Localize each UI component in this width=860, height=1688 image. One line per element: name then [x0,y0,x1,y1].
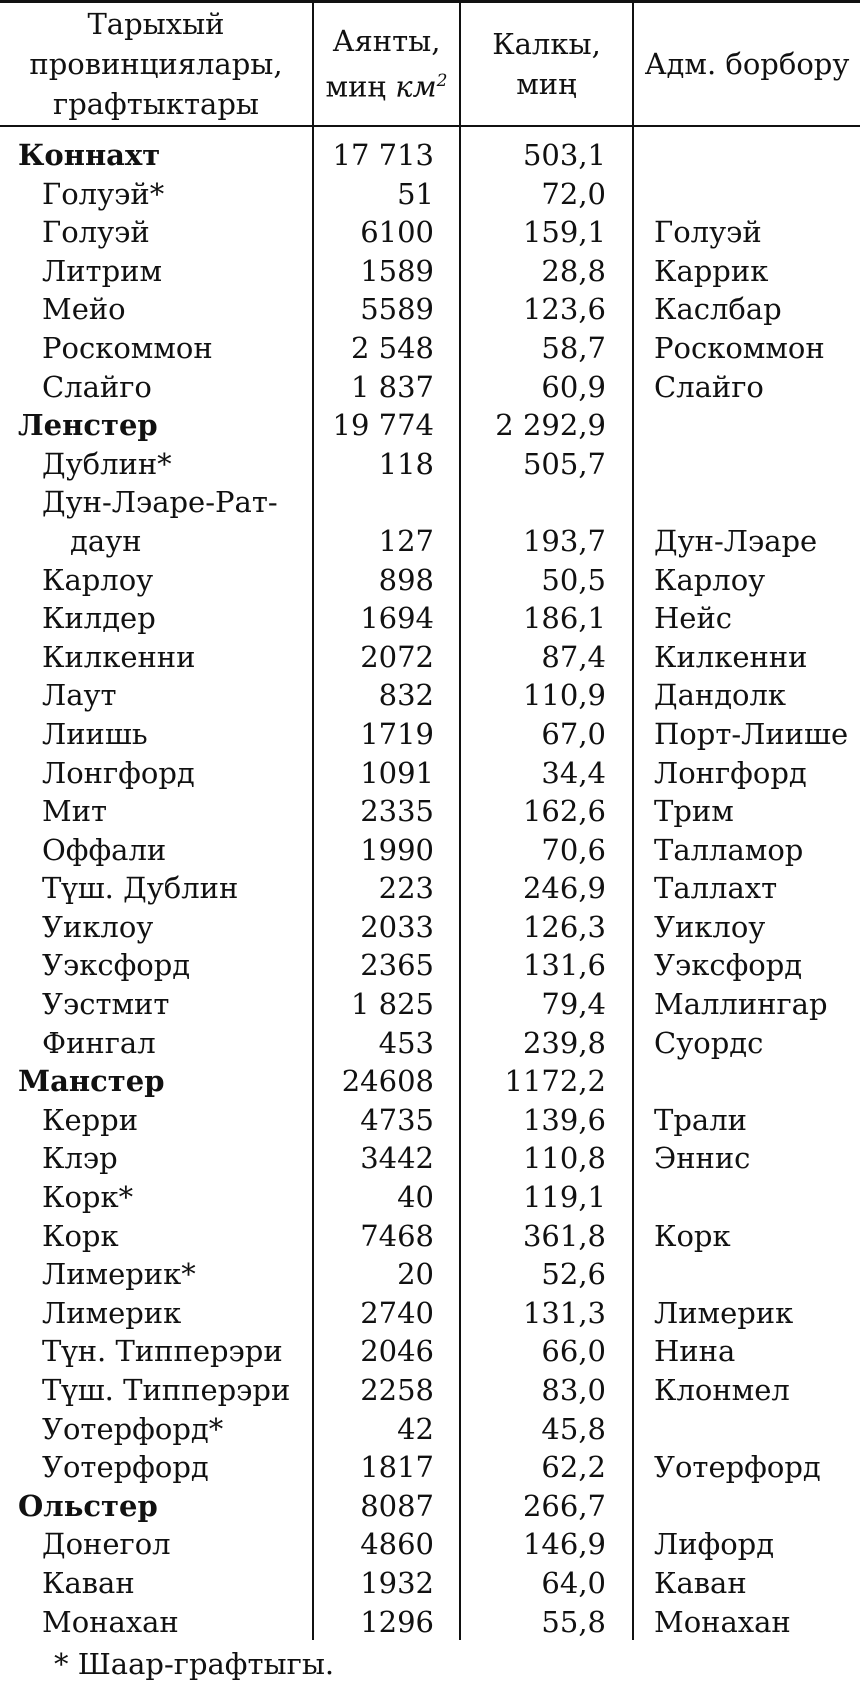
table-row [0,869,860,908]
region-name-cell: Уэстмит [42,987,170,1022]
region-name-cell: Слайго [42,369,152,404]
area-cell: 127 [378,523,434,558]
header-population [461,3,632,125]
area-cell: 118 [378,446,434,481]
area-cell: 4735 [360,1102,434,1137]
population-cell: 123,6 [522,292,606,327]
region-name-cell: Карлоу [42,562,154,597]
area-cell: 2046 [360,1334,434,1369]
province-row [0,1487,860,1526]
population-cell: 503,1 [522,138,606,172]
area-cell: 1296 [360,1604,434,1639]
region-name-cell: Мит [42,794,108,829]
table-row [0,1139,860,1178]
region-name-cell: Уэксфорд [42,948,191,983]
region-name-cell: Уотерфорд* [42,1411,224,1446]
admin-center-cell: Лонгфорд [654,755,807,790]
region-name-cell: Оффали [42,832,167,867]
population-cell: 131,3 [522,1295,606,1330]
table-row [0,1603,860,1642]
province-row [0,136,860,175]
region-name-cell: Донегол [42,1527,171,1562]
region-name-cell: Ольстер [18,1488,158,1523]
table-row [0,599,860,638]
region-name-cell: Литрим [42,253,163,288]
header-area-prefix: миң [325,69,396,104]
population-cell: 146,9 [522,1527,606,1562]
area-cell: 2 548 [350,330,434,365]
admin-center-cell: Порт-Лиише [654,716,849,751]
area-cell: 19 774 [332,408,434,443]
population-cell: 239,8 [522,1025,606,1060]
area-cell: 51 [397,176,434,211]
header-area-line: Аянты, [332,24,441,59]
region-name-cell: Уотерфорд [42,1450,209,1485]
area-cell: 1817 [360,1450,434,1485]
province-row [0,1062,860,1101]
area-cell: 832 [378,678,434,713]
admin-center-cell: Уиклоу [654,909,766,944]
header-region-line: графтыктары [53,87,259,121]
area-cell: 2072 [360,639,434,674]
region-name-cell: даун [70,523,142,558]
population-cell: 64,0 [541,1565,606,1600]
table-row [0,1332,860,1371]
header-bottom-rule [0,125,860,127]
region-name-cell: Коннахт [18,138,161,172]
table-row [0,483,860,522]
population-cell: 2 292,9 [495,408,606,443]
header-population-line: Калкы, [492,27,601,61]
area-cell: 7468 [360,1218,434,1253]
admin-center-cell: Уэксфорд [654,948,803,983]
region-name-cell: Корк [42,1218,119,1253]
table-row [0,1101,860,1140]
area-cell: 1091 [360,755,434,790]
region-name-cell: Лимерик* [42,1257,196,1292]
area-cell: 24608 [341,1064,434,1099]
region-name-cell: Лимерик [42,1295,182,1330]
province-row [0,406,860,445]
admin-center-cell: Корк [654,1218,731,1253]
area-cell: 2033 [360,909,434,944]
table-row [0,445,860,484]
population-cell: 34,4 [541,755,606,790]
region-name-cell: Мейо [42,292,126,327]
admin-center-cell: Монахан [654,1604,791,1639]
area-cell: 17 713 [332,138,434,172]
population-cell: 50,5 [541,562,606,597]
region-name-cell: Килдер [42,601,156,636]
table-row [0,1217,860,1256]
table-row [0,561,860,600]
area-cell: 2258 [360,1373,434,1407]
table-row [0,1255,860,1294]
area-cell: 898 [378,562,434,597]
table-row [0,754,860,793]
header-region-name [0,3,312,125]
table-row [0,1564,860,1603]
table-row [0,522,860,561]
population-cell: 28,8 [541,253,606,288]
population-cell: 110,8 [522,1141,606,1176]
population-cell: 361,8 [522,1218,606,1253]
table-body [0,136,860,1641]
header-region-line: провинциялары, [29,47,283,81]
area-cell: 1932 [360,1565,434,1600]
header-area-unit-exponent: 2 [436,71,448,92]
admin-center-cell: Таллахт [654,871,778,906]
population-cell: 505,7 [522,446,606,481]
population-cell: 110,9 [522,678,606,713]
admin-center-cell: Нина [654,1334,736,1369]
admin-center-cell: Килкенни [654,639,808,674]
table-row [0,329,860,368]
population-cell: 162,6 [522,794,606,829]
population-cell: 126,3 [522,909,606,944]
admin-center-cell: Дандолк [654,678,787,713]
header-admin-center-label: Адм. борбору [644,47,850,81]
area-cell: 3442 [360,1141,434,1176]
region-name-cell: Түш. Типперэри [42,1373,291,1407]
population-cell: 52,6 [541,1257,606,1292]
table-row [0,1448,860,1487]
population-cell: 131,6 [522,948,606,983]
admin-center-cell: Каван [654,1565,747,1600]
population-cell: 66,0 [541,1334,606,1369]
admin-center-cell: Роскоммон [654,330,825,365]
admin-center-cell: Уотерфорд [654,1450,821,1485]
table-row [0,1294,860,1333]
admin-center-cell: Трим [654,794,734,829]
region-name-cell: Лонгфорд [42,755,195,790]
header-area-unit: км [395,69,437,104]
population-cell: 193,7 [522,523,606,558]
table-row [0,1024,860,1063]
table-row [0,638,860,677]
area-cell: 2740 [360,1295,434,1330]
admin-center-cell: Нейс [654,601,733,636]
table-row [0,676,860,715]
admin-center-cell: Маллингар [654,987,828,1022]
region-name-cell: Килкенни [42,639,196,674]
table-row [0,831,860,870]
header-area-unit-line [326,61,448,107]
admin-center-cell: Суордс [654,1025,764,1060]
area-cell: 8087 [360,1488,434,1523]
area-cell: 2365 [360,948,434,983]
region-name-cell: Корк* [42,1180,134,1215]
region-name-cell: Голуэй [42,215,150,250]
admin-center-cell: Трали [654,1102,747,1137]
header-area [314,3,459,125]
population-cell: 266,7 [522,1488,606,1523]
area-cell: 6100 [360,215,434,250]
population-cell: 186,1 [522,601,606,636]
table-row [0,946,860,985]
table-row [0,985,860,1024]
area-cell: 2335 [360,794,434,829]
population-cell: 79,4 [541,987,606,1022]
area-cell: 5589 [360,292,434,327]
region-name-cell: Түн. Типперэри [42,1334,283,1369]
area-cell: 223 [378,871,434,906]
table-row [0,715,860,754]
region-name-cell: Керри [42,1102,139,1137]
region-name-cell: Уиклоу [42,909,154,944]
region-name-cell: Монахан [42,1604,179,1639]
population-cell: 83,0 [541,1373,606,1407]
population-cell: 70,6 [541,832,606,867]
region-name-cell: Лаут [42,678,117,713]
admin-center-cell: Каслбар [654,292,782,327]
population-cell: 58,7 [541,330,606,365]
admin-center-cell: Карлоу [654,562,766,597]
area-cell: 1 837 [350,369,434,404]
table-row [0,1410,860,1449]
population-cell: 67,0 [541,716,606,751]
table-row [0,252,860,291]
footnote: * Шаар-графтыгы. [54,1647,335,1681]
table-row [0,213,860,252]
area-cell: 1990 [360,832,434,867]
header-population-line: миң [516,67,577,101]
table-row [0,792,860,831]
region-name-cell: Түш. Дублин [42,871,239,906]
header-region-line: Тарыхый [87,7,225,41]
admin-center-cell: Голуэй [654,215,762,250]
table-row [0,175,860,214]
area-cell: 4860 [360,1527,434,1562]
table-row [0,1525,860,1564]
area-cell: 1694 [360,601,434,636]
area-cell: 453 [378,1025,434,1060]
admin-center-cell: Талламор [654,832,804,867]
region-name-cell: Каван [42,1565,135,1600]
population-cell: 55,8 [541,1604,606,1639]
area-cell: 1 825 [350,987,434,1022]
population-cell: 159,1 [522,215,606,250]
admin-center-cell: Слайго [654,369,764,404]
region-name-cell: Дублин* [42,446,172,481]
area-cell: 42 [397,1411,434,1446]
population-cell: 1172,2 [504,1064,606,1099]
region-name-cell: Ленстер [18,408,158,443]
table-row [0,908,860,947]
region-name-cell: Роскоммон [42,330,213,365]
population-cell: 139,6 [522,1102,606,1137]
population-cell: 62,2 [541,1450,606,1485]
admin-center-cell: Дун-Лэаре [654,523,818,558]
table-row [0,1371,860,1410]
region-name-cell: Дун-Лэаре-Рат- [42,485,278,520]
population-cell: 119,1 [522,1180,606,1215]
population-cell: 246,9 [522,871,606,906]
area-cell: 1719 [360,716,434,751]
admin-center-cell: Эннис [654,1141,751,1176]
population-cell: 45,8 [541,1411,606,1446]
area-cell: 40 [397,1180,434,1215]
admin-center-cell: Каррик [654,253,769,288]
area-cell: 1589 [360,253,434,288]
table-row [0,290,860,329]
region-name-cell: Фингал [42,1025,156,1060]
population-cell: 72,0 [541,176,606,211]
region-name-cell: Лиишь [42,716,148,751]
population-cell: 87,4 [541,639,606,674]
area-cell: 20 [397,1257,434,1292]
region-name-cell: Манстер [18,1064,165,1099]
admin-center-cell: Лимерик [654,1295,794,1330]
region-name-cell: Клэр [42,1141,118,1176]
table-row [0,1178,860,1217]
admin-center-cell: Лифорд [654,1527,775,1562]
admin-center-cell: Клонмел [654,1373,790,1407]
header-admin-center [634,3,860,125]
region-name-cell: Голуэй* [42,176,165,211]
population-cell: 60,9 [541,369,606,404]
table-row [0,368,860,407]
